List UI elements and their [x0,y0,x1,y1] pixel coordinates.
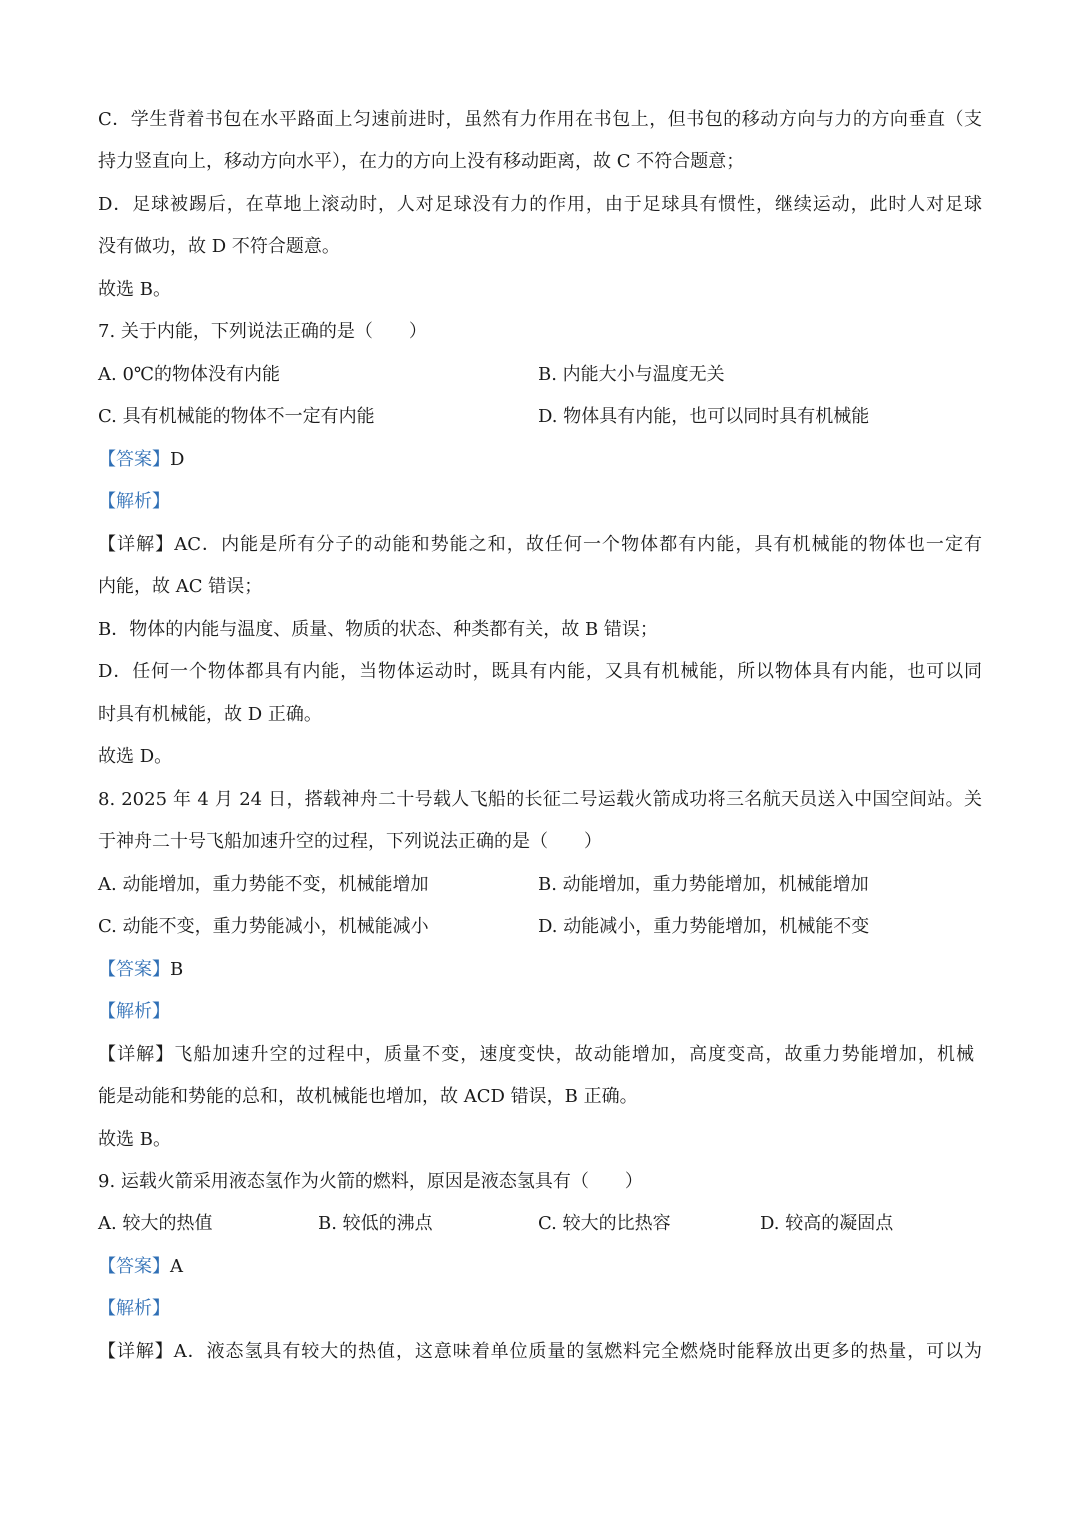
q9-option-a: A. 较大的热值 [98,1213,213,1234]
detail-text: AC．内能是所有分子的动能和势能之和，故任何一个物体都有内能，具有机械能的物体也一定有 [174,534,982,555]
q7-conclusion: 故选 D。 [98,746,173,767]
detail-text: 飞船加速升空的过程中，质量不变，速度变快，故动能增加，高度变高，故重力势能增加，机械 [174,1044,975,1065]
answer-tag: 【答案】 [98,449,170,470]
q7-answer [98,447,184,473]
analysis-tag: 【解析】 [98,491,170,512]
q9-option-d: D. 较高的凝固点 [760,1213,894,1234]
q9-answer [98,1254,183,1280]
q6-c-line2: 持力竖直向上，移动方向水平），在力的方向上没有移动距离，故 C 不符合题意； [98,151,745,172]
q7-b-line: B．物体的内能与温度、质量、物质的状态、种类都有关，故 B 错误； [98,619,658,640]
q8-option-c: C. 动能不变，重力势能减小，机械能减小 [98,916,429,937]
q9-option-c: C. 较大的比热容 [538,1213,671,1234]
q8-analysis [98,999,170,1025]
answer-value: B [170,959,184,980]
q8-option-b: B. 动能增加，重力势能增加，机械能增加 [538,874,869,895]
answer-tag: 【答案】 [98,1256,170,1277]
q7-stem: 7. 关于内能，下列说法正确的是（ ） [98,321,427,342]
analysis-tag: 【解析】 [98,1298,170,1319]
q7-analysis [98,489,170,515]
q9-analysis [98,1296,170,1322]
answer-value: A [170,1256,183,1277]
q8-conclusion: 故选 B。 [98,1129,171,1150]
q7-detail-line1 [98,532,982,558]
q8-answer [98,957,183,983]
answer-tag: 【答案】 [98,959,170,980]
q8-stem-line2: 于神舟二十号飞船加速升空的过程，下列说法正确的是（ ） [98,831,602,852]
analysis-tag: 【解析】 [98,1001,170,1022]
q6-conclusion: 故选 B。 [98,279,171,300]
q9-detail-line1 [98,1339,982,1365]
q7-d-line2: 时具有机械能，故 D 正确。 [98,704,322,725]
detail-tag: 【详解】 [98,534,175,555]
q9-stem: 9. 运载火箭采用液态氢作为火箭的燃料，原因是液态氢具有（ ） [98,1171,643,1192]
q6-d-line2: 没有做功，故 D 不符合题意。 [98,236,340,257]
detail-tag: 【详解】 [98,1341,174,1362]
q7-option-d: D. 物体具有内能，也可以同时具有机械能 [538,406,870,427]
q8-option-d: D. 动能减小，重力势能增加，机械能不变 [538,916,870,937]
q7-d-line1: D．任何一个物体都具有内能，当物体运动时，既具有内能，又具有机械能，所以物体具有内能，也可以同 [98,661,982,682]
detail-tag: 【详解】 [98,1044,175,1065]
q7-detail-line2: 内能，故 AC 错误； [98,576,263,597]
detail-text: A．液态氢具有较大的热值，这意味着单位质量的氢燃料完全燃烧时能释放出更多的热量，可以为 [173,1341,983,1362]
q7-option-a: A. 0℃的物体没有内能 [98,364,281,385]
q6-c-line1: C．学生背着书包在水平路面上匀速前进时，虽然有力作用在书包上，但书包的移动方向与力的方向垂直（支 [98,109,982,130]
q8-stem-line1: 8. 2025 年 4 月 24 日，搭载神舟二十号载人飞船的长征二号运载火箭成功将三名航天员送入中国空间站。关 [98,789,982,810]
q7-option-b: B. 内能大小与温度无关 [538,364,725,385]
q6-d-line1: D．足球被踢后，在草地上滚动时，人对足球没有力的作用，由于足球具有惯性，继续运动，此时人对足球 [98,194,982,215]
q7-option-c: C. 具有机械能的物体不一定有内能 [98,406,375,427]
q9-option-b: B. 较低的沸点 [318,1213,433,1234]
q8-option-a: A. 动能增加，重力势能不变，机械能增加 [98,874,429,895]
answer-value: D [170,449,185,470]
q8-detail-line2: 能是动能和势能的总和，故机械能也增加，故 ACD 错误，B 正确。 [98,1086,638,1107]
q8-detail-line1 [98,1042,974,1068]
